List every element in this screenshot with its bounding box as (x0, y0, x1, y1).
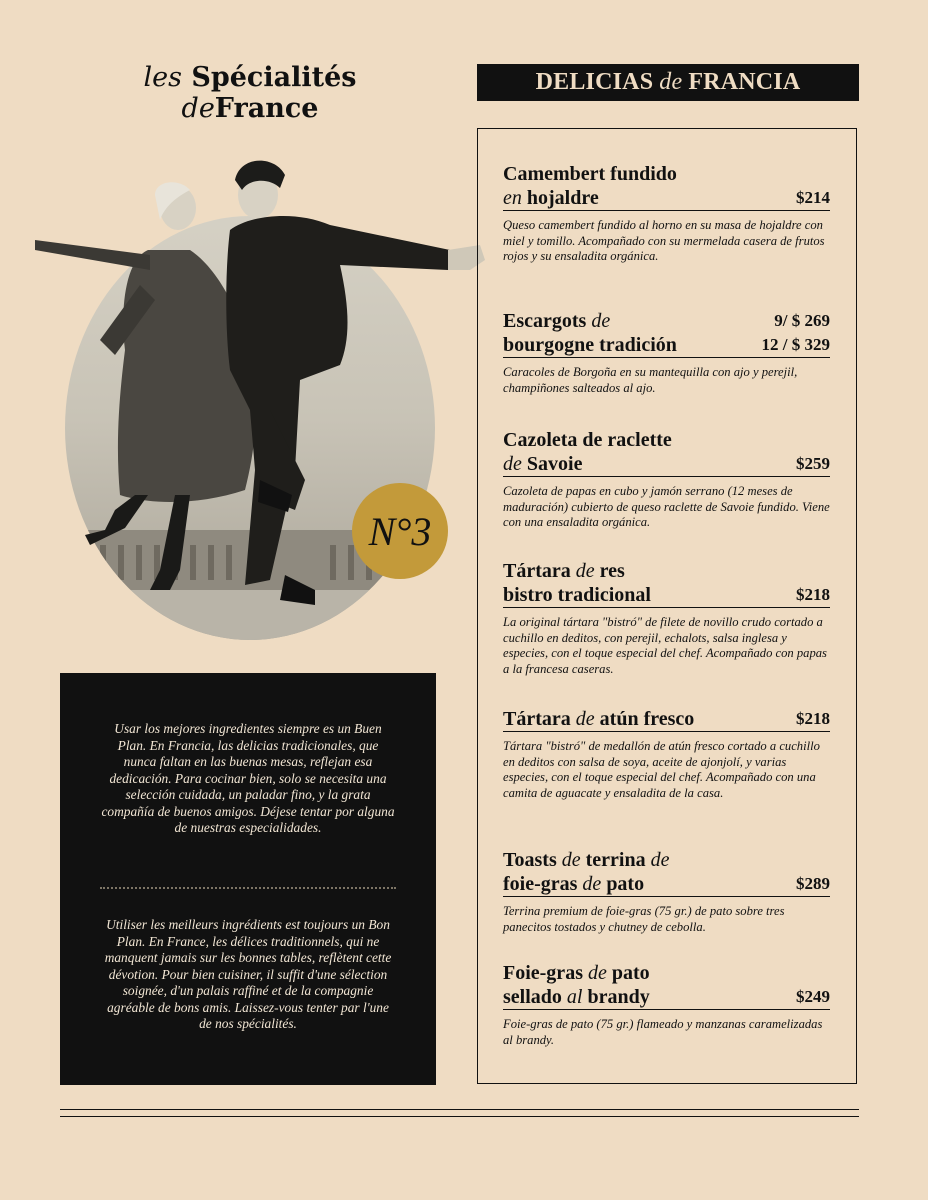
intro-text-spanish: Usar los mejores ingredientes siempre es un Buen Plan. En Francia, las delicias tradicionales, que nunca faltan en las buenas mesas, reflejan esa dedicación. Para cocinar bien, solo se necesita una selección cuidada, un paladar fino, y la grata compañía de buenos amigos. Déjese tentar por alguna de nuestras especialidades. (101, 721, 395, 835)
intro-box (60, 673, 436, 1085)
menu-item-header (503, 961, 830, 1010)
menu-item-description: Caracoles de Borgoña en su mantequilla con ajo y perejil, champiñones salteados al ajo. (503, 365, 798, 395)
menu-header-bar (477, 64, 859, 101)
header-word-de: de (659, 69, 683, 95)
menu-item-name: Foie-gras de pato sellado al brandy (503, 962, 650, 1008)
menu-item-price: $249 (796, 987, 830, 1006)
title-word-specialites: Spécialités (191, 62, 357, 93)
menu-item-price: $259 (796, 454, 830, 473)
menu-item-header (503, 428, 830, 477)
menu-item (503, 559, 830, 677)
menu-item (503, 162, 830, 265)
menu-item-price: $218 (796, 709, 830, 728)
menu-item (503, 428, 830, 531)
menu-item (503, 961, 830, 1048)
bottom-rule-2 (60, 1116, 859, 1117)
menu-item-price: $218 (796, 585, 830, 604)
dotted-divider (100, 887, 396, 889)
menu-item-price: $214 (796, 188, 830, 207)
menu-item-description: Cazoleta de papas en cubo y jamón serrano (12 meses de maduración) cubierto de queso raclette de Savoie fundido. Viene con una ensaladita orgánica. (503, 484, 830, 530)
header-word-delicias: DELICIAS (535, 69, 654, 95)
menu-item-price: $289 (796, 874, 830, 893)
menu-item-header (503, 559, 830, 608)
menu-item-description: Terrina premium de foie-gras (75 gr.) de pato sobre tres panecitos tostados y chutney de cebolla. (503, 904, 785, 934)
menu-item-description: Foie-gras de pato (75 gr.) flameado y manzanas caramelizadas al brandy. (503, 1017, 823, 1047)
menu-item (503, 848, 830, 935)
title-word-de: de (181, 93, 215, 124)
menu-item-header (503, 848, 830, 897)
menu-item-name: Toasts de terrina de foie-gras de pato (503, 849, 670, 895)
menu-item-header (503, 707, 830, 732)
menu-box (477, 128, 857, 1084)
intro-text-french: Utiliser les meilleurs ingrédients est toujours un Bon Plan. En France, les délices traditionnels, qui ne manquent jamais sur les bonnes tables, reflètent cette dévotion. Pour bien cuisiner, il suffit d'une sélection soignée, d'un palais raffiné et de la compagnie agréable de bons amis. Laissez-vous tenter par l'une de nos spécialités. (104, 917, 392, 1031)
menu-item-name: Tártara de res bistro tradicional (503, 560, 651, 606)
menu-item (503, 707, 830, 801)
menu-item (503, 309, 830, 396)
menu-item-header (503, 162, 830, 211)
menu-item-name: Tártara de atún fresco (503, 708, 695, 730)
menu-item-header (503, 309, 830, 358)
menu-item-description: Queso camembert fundido al horno en su masa de hojaldre con miel y tomillo. Acompañado con su mermelada casera de frutos rojos y su ensaladita orgánica. (503, 218, 825, 264)
menu-item-name: Camembert fundido en hojaldre (503, 163, 677, 209)
menu-item-name: Cazoleta de raclette de Savoie (503, 429, 672, 475)
page-title (120, 62, 380, 124)
menu-item-price: 12 / $ 329 (761, 335, 830, 354)
title-word-les: les (143, 62, 182, 93)
number-badge: N°3 (352, 483, 448, 579)
title-word-france: France (214, 93, 319, 124)
menu-item-description: Tártara "bistró" de medallón de atún fresco cortado a cuchillo en deditos con salsa de soya, aceite de ajonjolí, y varias especies, con el toque especial del chef. Acompañado con una camita de aguacate y ensaladita de la casa. (503, 739, 820, 800)
menu-item-name: Escargots de bourgogne tradición (503, 310, 677, 356)
header-word-francia: FRANCIA (688, 69, 801, 95)
menu-item-price: 9/ $ 269 (774, 311, 830, 330)
bottom-rule-1 (60, 1109, 859, 1110)
menu-item-description: La original tártara "bistró" de filete de novillo crudo cortado a cuchillo en deditos, con perejil, echalots, salsa inglesa y especies, con el toque especial del chef. Acompañado con papas a la francesa caseras. (503, 615, 827, 676)
